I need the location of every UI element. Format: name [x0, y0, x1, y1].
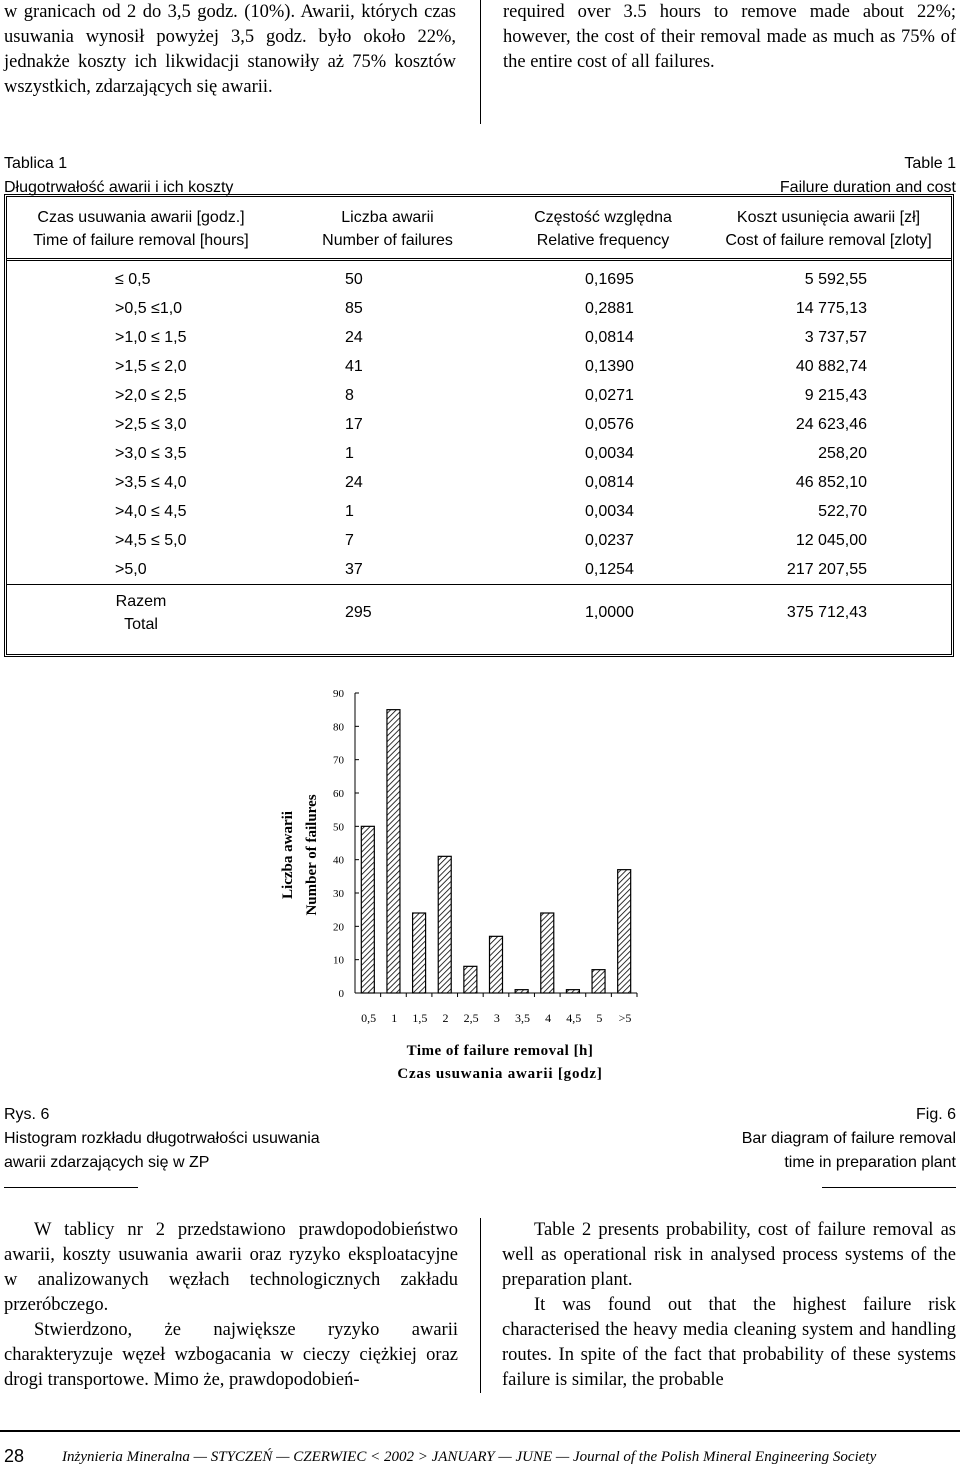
cell-count: 7: [345, 531, 354, 549]
header-frequency: Częstość względna Relative frequency: [500, 197, 706, 260]
cell-interval: >2,0 ≤ 2,5: [115, 386, 187, 404]
cell-cost: 3 737,57: [804, 328, 867, 346]
top-right-paragraph: [503, 0, 956, 75]
x-axis-label-pl: Czas usuwania awarii [godz]: [397, 1066, 603, 1082]
y-tick-label: 10: [333, 954, 344, 967]
cell-interval: >3,5 ≤ 4,0: [115, 473, 187, 491]
cell-total-frequency: 1,0000: [500, 585, 706, 642]
body-left-p1: W tablicy nr 2 przedstawiono prawdopodobieństwo awarii, koszty usuwania awarii oraz ryzyko eksploatacyjne w analizowanych węzłach technologicznych zakładu przeróbczego.: [4, 1220, 458, 1315]
bar-9: [566, 990, 579, 993]
x-tick-label: 3,5: [514, 1011, 530, 1025]
cell-total-cost: 375 712,43: [706, 585, 951, 642]
cell-interval: >5,0: [115, 560, 147, 578]
cell-interval: >4,0 ≤ 4,5: [115, 502, 187, 520]
bar-8: [541, 913, 554, 993]
y-tick-label: 70: [333, 754, 344, 767]
body-left-p2: Stwierdzono, że największe ryzyko awarii charakteryzuje węzeł wzbogacania w cieczy ciężkiej oraz drogi transportowe. Mimo że, prawdopodobień-: [4, 1320, 458, 1390]
y-tick-label: 20: [333, 921, 344, 934]
journal-line: Inżynieria Mineralna — STYCZEŃ — CZERWIEC < 2002 > JANUARY — JUNE — Journal of the Polish Mineral Engineering Society: [62, 1449, 877, 1465]
y-tick-label: 40: [333, 854, 344, 867]
page-number: 28: [4, 1446, 25, 1466]
column-divider-bottom: [480, 1218, 481, 1393]
header-time: Czas usuwania awarii [godz.] Time of failure removal [hours]: [7, 197, 275, 260]
bar-11: [618, 870, 631, 993]
figure-caption-left: [4, 1103, 424, 1175]
cell-cost: 12 045,00: [795, 531, 867, 549]
caption-rule-right: [822, 1187, 956, 1188]
bar-10: [592, 970, 605, 993]
cell-cost: 522,70: [818, 502, 867, 520]
table-row: [7, 260, 951, 295]
cell-count: 50: [345, 270, 363, 288]
cell-interval: >1,5 ≤ 2,0: [115, 357, 187, 375]
cell-count: 24: [345, 328, 363, 346]
table-header-row: [7, 197, 951, 260]
table-caption-right: [556, 152, 956, 200]
table-row: [7, 439, 951, 468]
table-caption-left-label: Tablica 1: [4, 155, 68, 172]
top-right-text: required over 3.5 hours to remove made about 22%; however, the cost of their removal made as much as 75% of the entire cost of all failures.: [503, 2, 956, 72]
bar-4: [438, 856, 451, 993]
table-row: [7, 323, 951, 352]
data-table: [7, 197, 951, 641]
cell-cost: 24 623,46: [795, 415, 867, 433]
cell-frequency: 0,0034: [585, 502, 634, 520]
cell-interval: >3,0 ≤ 3,5: [115, 444, 187, 462]
header-cost: Koszt usunięcia awarii [zł] Cost of failure removal [zloty]: [706, 197, 951, 260]
table-total-row: [7, 585, 951, 642]
cell-cost: 40 882,74: [795, 357, 867, 375]
table-row: [7, 352, 951, 381]
bar-5: [464, 966, 477, 993]
cell-count: 41: [345, 357, 363, 375]
cell-interval: >4,5 ≤ 5,0: [115, 531, 187, 549]
cell-cost: 5 592,55: [804, 270, 867, 288]
cell-cost: 9 215,43: [804, 386, 867, 404]
table-row: [7, 381, 951, 410]
bar-7: [515, 990, 528, 993]
cell-count: 24: [345, 473, 363, 491]
top-left-text: w granicach od 2 do 3,5 godz. (10%). Awarii, których czas usuwania wynosił powyżej 3,5 godz. było około 22%, jednakże koszty ich likwidacji stanowiły aż 75% kosztów wszystkich, zdarzających się awarii.: [4, 2, 456, 97]
y-tick-label: 60: [333, 788, 344, 800]
cell-count: 8: [345, 386, 354, 404]
x-tick-label: >5: [618, 1011, 632, 1025]
body-right-p1: Table 2 presents probability, cost of failure removal as well as operational risk in analysed process systems of the preparation plant.: [502, 1220, 956, 1290]
figure-caption-left-line2: awarii zdarzających się w ZP: [4, 1154, 210, 1171]
cell-frequency: 0,1695: [585, 270, 634, 288]
cell-cost: 46 852,10: [795, 473, 867, 491]
figure-caption-left-line1: Histogram rozkładu długotrwałości usuwania: [4, 1130, 320, 1147]
column-divider-top: [480, 0, 481, 124]
cell-frequency: 0,0814: [585, 473, 634, 491]
body-right-p2: It was found out that the highest failure risk characterised the heavy media cleaning system and handling routes. In spite of the fact that probability of these systems failure is similar, the probable: [502, 1295, 956, 1390]
cell-cost: 14 775,13: [795, 299, 867, 317]
top-left-paragraph: [4, 0, 456, 100]
table-caption-right-label: Table 1: [904, 155, 956, 172]
bar-3: [413, 913, 426, 993]
x-tick-label: 2: [442, 1011, 449, 1025]
chart-bars: [361, 710, 630, 993]
cell-frequency: 0,1390: [585, 357, 634, 375]
cell-frequency: 0,0576: [585, 415, 634, 433]
y-tick-label: 30: [333, 888, 344, 900]
chart-labels: [280, 688, 631, 1082]
cell-interval: >2,5 ≤ 3,0: [115, 415, 187, 433]
cell-interval: >0,5 ≤1,0: [115, 299, 183, 317]
figure-caption-right-label: Fig. 6: [915, 1106, 956, 1123]
table-row: [7, 468, 951, 497]
cell-frequency: 0,2881: [585, 299, 634, 317]
cell-total-count: 295: [275, 585, 500, 642]
y-axis-label-en: Number of failures: [304, 794, 320, 916]
table-row: [7, 294, 951, 323]
header-count: Liczba awarii Number of failures: [275, 197, 500, 260]
failure-removal-histogram: [0, 670, 960, 1090]
x-tick-label: 0,5: [361, 1011, 377, 1025]
cell-count: 85: [345, 299, 363, 317]
cell-frequency: 0,1254: [585, 560, 634, 578]
cell-cost: 258,20: [818, 444, 867, 462]
table-caption-left: [4, 152, 404, 200]
cell-interval: ≤ 0,5: [115, 270, 151, 288]
x-tick-label: 2,5: [463, 1011, 479, 1025]
cell-frequency: 0,0271: [585, 386, 634, 404]
table-row: [7, 526, 951, 555]
bar-6: [490, 936, 503, 993]
table-row: [7, 497, 951, 526]
x-tick-label: 4: [545, 1011, 552, 1025]
table-caption-right-title: Failure duration and cost: [779, 179, 956, 196]
x-tick-label: 5: [596, 1011, 603, 1025]
y-tick-label: 50: [333, 821, 344, 834]
x-axis-label-en: Time of failure removal [h]: [406, 1043, 594, 1059]
y-tick-label: 0: [338, 988, 344, 1000]
x-tick-label: 3: [493, 1011, 500, 1025]
figure-caption-right: [536, 1103, 956, 1175]
x-tick-label: 1: [391, 1011, 398, 1025]
table-row: [7, 555, 951, 585]
y-axis-label-pl: Liczba awarii: [280, 811, 296, 899]
cell-count: 1: [345, 502, 354, 520]
figure-caption-right-line1: Bar diagram of failure removal: [741, 1130, 956, 1147]
cell-count: 37: [345, 560, 363, 578]
cell-total-label: Razem Total: [7, 585, 275, 642]
figure-caption-left-label: Rys. 6: [4, 1106, 50, 1123]
cell-count: 17: [345, 415, 363, 433]
bar-2: [387, 710, 400, 993]
body-left-column: [4, 1218, 458, 1393]
body-right-column: [502, 1218, 956, 1393]
table-row: [7, 410, 951, 439]
cell-count: 1: [345, 444, 354, 462]
cell-frequency: 0,0034: [585, 444, 634, 462]
y-tick-label: 90: [333, 688, 344, 700]
caption-rule-left: [4, 1187, 138, 1188]
x-tick-label: 4,5: [566, 1011, 582, 1025]
table-caption-left-title: Długotrwałość awarii i ich koszty: [4, 179, 234, 196]
bar-1: [361, 826, 374, 993]
footer-rule: [0, 1430, 960, 1432]
x-tick-label: 1,5: [412, 1011, 428, 1025]
figure-caption-right-line2: time in preparation plant: [784, 1154, 956, 1171]
cell-interval: >1,0 ≤ 1,5: [115, 328, 187, 346]
cell-cost: 217 207,55: [786, 560, 867, 578]
cell-frequency: 0,0814: [585, 328, 634, 346]
y-tick-label: 80: [333, 721, 344, 734]
cell-frequency: 0,0237: [585, 531, 634, 549]
failure-duration-table: [4, 194, 954, 657]
